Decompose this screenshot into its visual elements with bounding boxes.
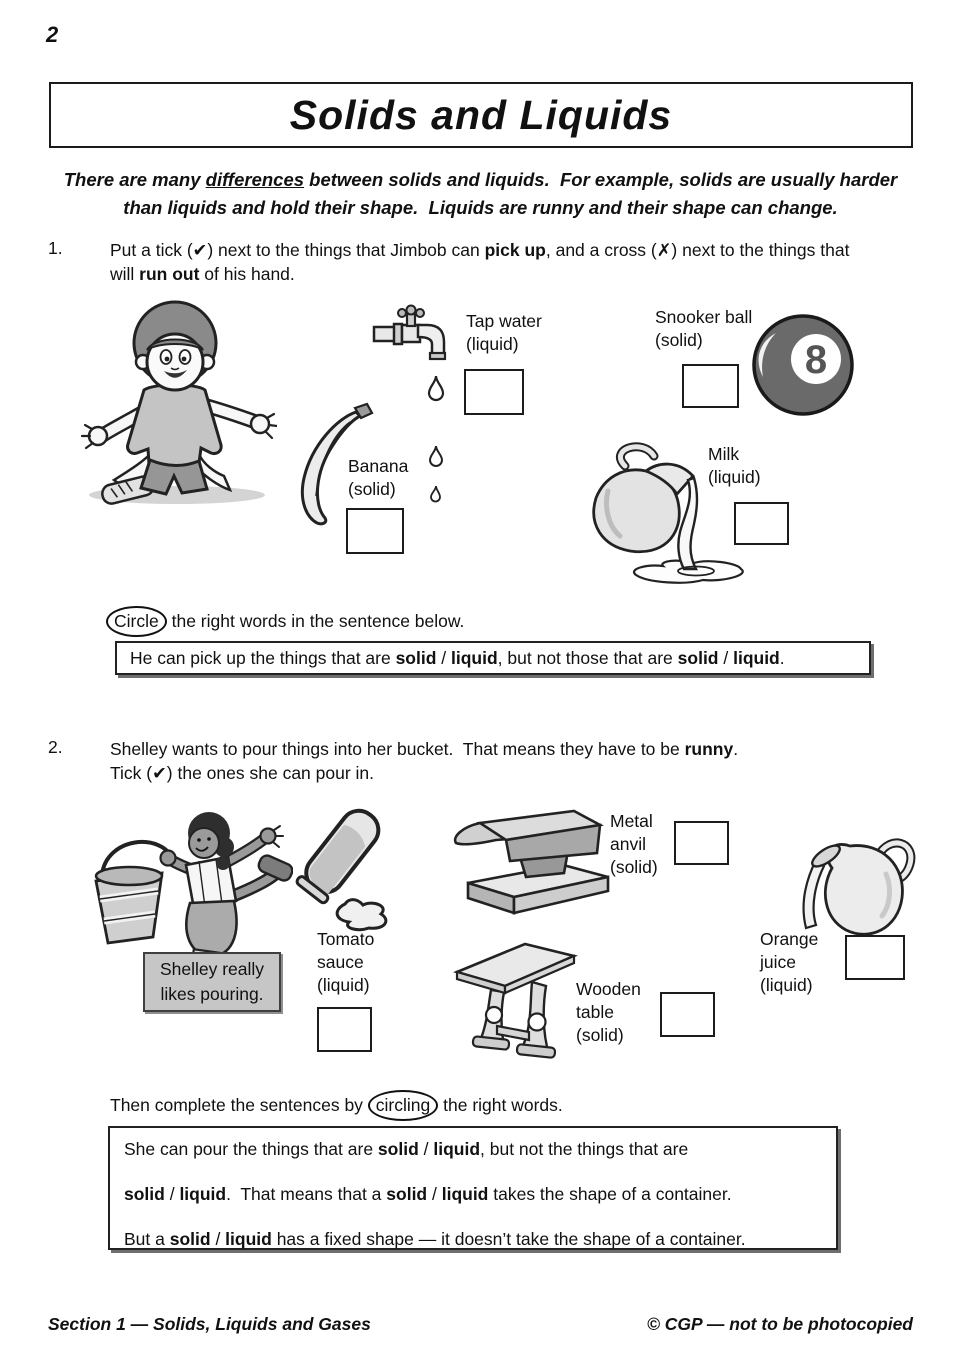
footer-copyright: © CGP — not to be photocopied (647, 1314, 913, 1334)
metal-anvil-checkbox[interactable] (674, 821, 729, 865)
water-drops-icon (424, 374, 448, 506)
tap-icon (372, 303, 464, 375)
page-title: Solids and Liquids (289, 91, 673, 138)
question2-answer-sentence-3: But a solid / liquid has a fixed shape — it doesn’t take the shape of a container. (124, 1229, 746, 1249)
question2-prompt (110, 737, 925, 785)
page-number: 2 (46, 22, 59, 47)
snooker-ball-checkbox[interactable] (682, 364, 739, 408)
wooden-table-label: Wooden table (solid) (576, 979, 641, 1045)
question2-answer-sentence-1: She can pour the things that are solid / liquid, but not the things that are (124, 1139, 689, 1159)
banana-checkbox[interactable] (346, 508, 404, 554)
question2-answer-sentence-2: solid / liquid. That means that a solid / liquid takes the shape of a container. (124, 1184, 732, 1204)
circle-instruction: Circle the right words in the sentence below. (106, 606, 464, 637)
question1-prompt-line-2: will run out of his hand. (110, 264, 295, 284)
intro-line-2: than liquids and hold their shape. Liquids are runny and their shape can change. (123, 197, 838, 218)
tomato-sauce-label: Tomato sauce (liquid) (317, 929, 375, 995)
eight-ball-icon (750, 312, 856, 418)
wooden-table-checkbox[interactable] (660, 992, 715, 1037)
question1-answer-sentence: He can pick up the things that are solid / liquid, but not those that are solid / liquid. (130, 647, 785, 668)
circled-word: Circle (106, 606, 167, 637)
question2-answer-sentence-box (108, 1126, 838, 1250)
shelley-note-box (143, 952, 281, 1012)
milk-checkbox[interactable] (734, 502, 789, 545)
intro-text (0, 166, 961, 222)
question1-prompt-line-1: Put a tick (✔) next to the things that Jimbob can pick up, and a cross (✗) next to the things that (110, 240, 850, 260)
question1-number: 1. (48, 238, 63, 258)
question2-number: 2. (48, 737, 63, 757)
tomato-sauce-bottle-icon (283, 802, 408, 937)
question2-prompt-line-2: Tick (✔) the ones she can pour in. (110, 763, 375, 783)
tap-water-checkbox[interactable] (464, 369, 524, 415)
metal-anvil-label: Metal anvil (solid) (610, 811, 658, 877)
wooden-table-icon (453, 936, 578, 1069)
question2-prompt-line-1: Shelley wants to pour things into her bucket. That means they have to be runny. (110, 739, 739, 759)
banana-label: Banana (solid) (348, 456, 409, 499)
question1-prompt (110, 238, 925, 286)
boy-kneeling-illustration (72, 298, 277, 508)
circled-word: circling (368, 1090, 438, 1121)
title-box (49, 82, 913, 148)
intro-line-1: There are many differences between solids and liquids. For example, solids are usually harder (63, 169, 898, 190)
snooker-ball-label: Snooker ball (solid) (655, 307, 753, 350)
orange-juice-checkbox[interactable] (845, 935, 905, 980)
tomato-sauce-checkbox[interactable] (317, 1007, 372, 1052)
footer-section-title: Section 1 — Solids, Liquids and Gases (48, 1314, 371, 1334)
orange-juice-label: Orange juice (liquid) (760, 929, 819, 995)
milk-label: Milk (liquid) (708, 444, 761, 487)
question1-answer-sentence-box (115, 641, 871, 675)
anvil-icon (448, 793, 613, 923)
svg-text:8: 8 (804, 338, 828, 382)
circling-instruction: Then complete the sentences by circling the right words. (110, 1090, 563, 1121)
tap-water-label: Tap water (liquid) (466, 311, 542, 354)
shelley-note-line-1: Shelley really (159, 959, 265, 979)
shelley-note-line-2: likes pouring. (160, 984, 264, 1004)
